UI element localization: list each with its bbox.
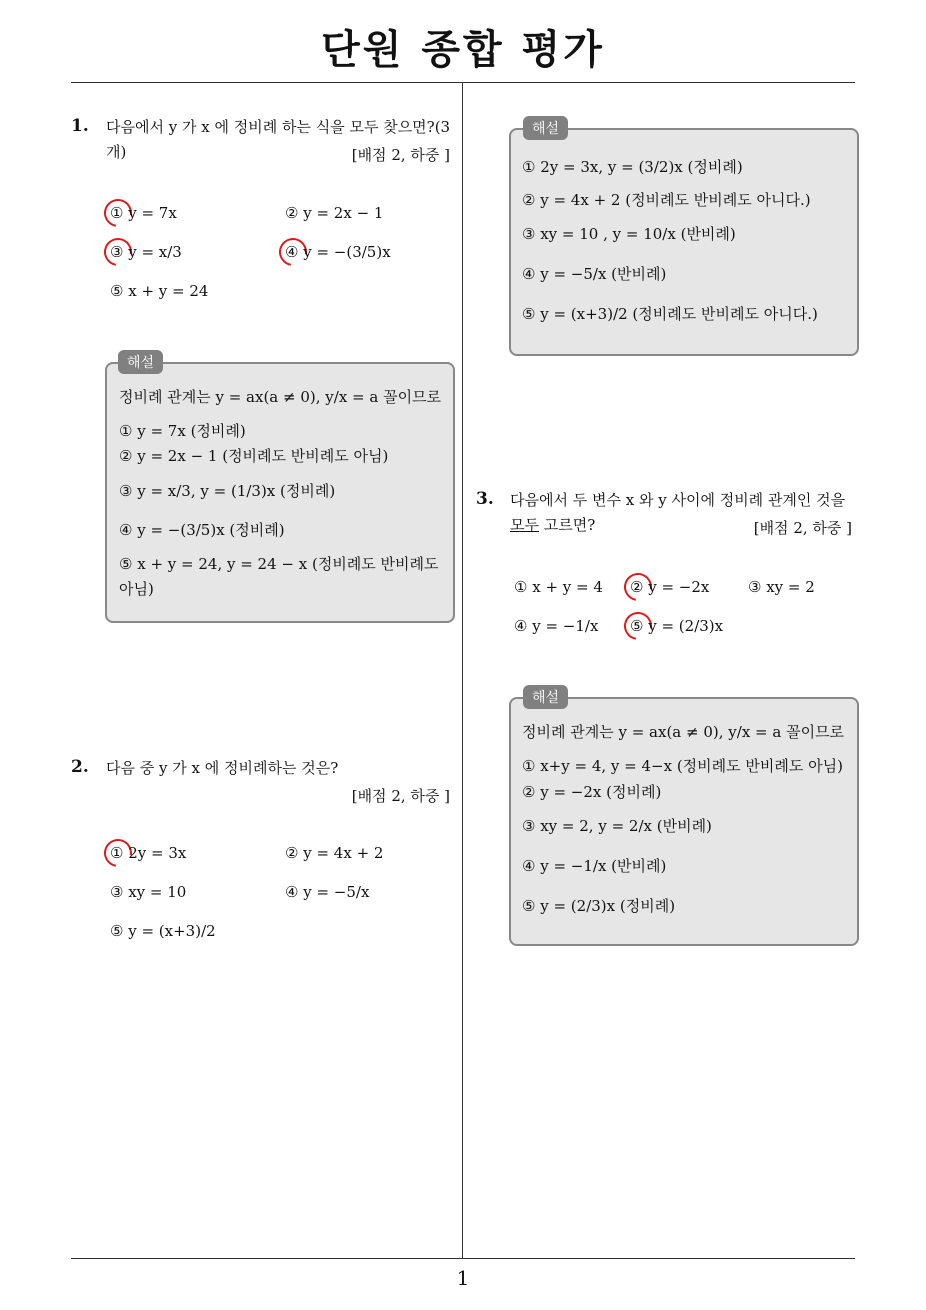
q1-solution-tag: 해설 [118, 350, 163, 374]
q2-solution-3: ③ xy = 10 , y = 10/x (반비례) [522, 225, 736, 243]
q1-solution-4: ④ y = −(3/5)x (정비례) [119, 521, 285, 539]
q3-score-meta: [배점 2, 하중 ] [753, 519, 852, 537]
q1-solution-5b: 아님) [119, 580, 154, 598]
q2-option-5[interactable]: ⑤ y = (x+3)/2 [110, 922, 216, 940]
q3-option-3[interactable]: ③ xy = 2 [748, 578, 815, 596]
q3-option-5[interactable]: ⑤ y = (2/3)x [630, 617, 724, 635]
q3-number: 3. [476, 489, 494, 509]
column-divider [462, 83, 463, 1258]
q2-solution-tag: 해설 [523, 116, 568, 140]
q3-solution-2: ② y = −2x (정비례) [522, 783, 662, 801]
page-number: 1 [456, 1266, 470, 1290]
q1-solution-1: ① y = 7x (정비례) [119, 422, 246, 440]
bottom-rule [71, 1258, 855, 1259]
q3-solution-1: ① x+y = 4, y = 4−x (정비례도 반비례도 아님) [522, 757, 843, 775]
q3-text-line2: 고르면? [538, 516, 596, 534]
q1-solution-5a: ⑤ x + y = 24, y = 24 − x (정비례도 반비례도 [119, 555, 439, 573]
q3-option-1[interactable]: ① x + y = 4 [514, 578, 603, 596]
q1-option-5[interactable]: ⑤ x + y = 24 [110, 282, 209, 300]
q2-solution-4: ④ y = −5/x (반비례) [522, 265, 667, 283]
q2-option-3[interactable]: ③ xy = 10 [110, 883, 187, 901]
q3-solution-intro: 정비례 관계는 y = ax(a ≠ 0), y/x = a 꼴이므로 [522, 723, 845, 741]
top-rule [71, 82, 855, 83]
q2-option-4[interactable]: ④ y = −5/x [285, 883, 370, 901]
q3-option-4[interactable]: ④ y = −1/x [514, 617, 599, 635]
q3-solution-5: ⑤ y = (2/3)x (정비례) [522, 897, 676, 915]
q2-solution-2: ② y = 4x + 2 (정비례도 반비례도 아니다.) [522, 191, 811, 209]
q1-option-3[interactable]: ③ y = x/3 [110, 243, 182, 261]
q1-number: 1. [71, 116, 89, 136]
page-title: 단원 종합 평가 [321, 27, 605, 73]
q2-solution-1: ① 2y = 3x, y = (3/2)x (정비례) [522, 158, 743, 176]
q3-option-2[interactable]: ② y = −2x [630, 578, 710, 596]
q1-option-2[interactable]: ② y = 2x − 1 [285, 204, 384, 222]
q1-solution-2: ② y = 2x − 1 (정비례도 반비례도 아님) [119, 447, 389, 465]
q1-solution-3: ③ y = x/3, y = (1/3)x (정비례) [119, 482, 336, 500]
q1-text-line2: 개) [106, 143, 127, 161]
q1-option-4[interactable]: ④ y = −(3/5)x [285, 243, 391, 261]
q2-option-1[interactable]: ① 2y = 3x [110, 844, 187, 862]
q1-solution-intro: 정비례 관계는 y = ax(a ≠ 0), y/x = a 꼴이므로 [119, 388, 442, 406]
q2-solution-5: ⑤ y = (x+3)/2 (정비례도 반비례도 아니다.) [522, 305, 818, 323]
q1-text-line1: 다음에서 y 가 x 에 정비례 하는 식을 모두 찾으면?(3 [106, 118, 451, 136]
q1-option-1[interactable]: ① y = 7x [110, 204, 177, 222]
q3-solution-tag: 해설 [523, 685, 568, 709]
q3-text-emphasis: 모두 [510, 516, 539, 534]
q3-solution-3: ③ xy = 2, y = 2/x (반비례) [522, 817, 712, 835]
q2-text: 다음 중 y 가 x 에 정비례하는 것은? [106, 759, 339, 777]
q2-score-meta: [배점 2, 하중 ] [351, 787, 450, 805]
q3-text-line1: 다음에서 두 변수 x 와 y 사이에 정비례 관계인 것을 [510, 491, 846, 509]
q3-solution-4: ④ y = −1/x (반비례) [522, 857, 667, 875]
q2-option-2[interactable]: ② y = 4x + 2 [285, 844, 384, 862]
q2-number: 2. [71, 757, 89, 777]
q1-score-meta: [배점 2, 하중 ] [351, 146, 450, 164]
